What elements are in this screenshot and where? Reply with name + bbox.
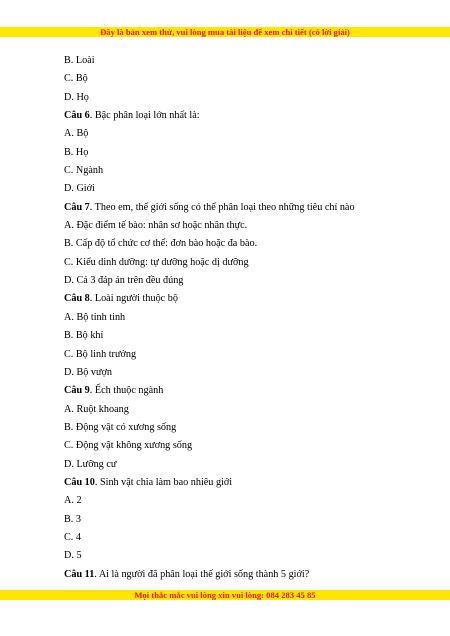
answer-option (64, 180, 394, 198)
option-text: A. Đặc điểm tế bào: nhân sơ hoặc nhân thực. (64, 220, 248, 232)
option-text: C. Bộ (64, 73, 88, 85)
option-text: C. Bộ linh trưởng (64, 348, 137, 360)
preview-notice-text: Đây là bản xem thử, vui lòng mua tài liệu để xem chi tiết (có lời giải) (100, 27, 350, 37)
answer-option (64, 327, 394, 345)
answer-option (64, 125, 394, 143)
answer-option (64, 419, 394, 437)
answer-option (64, 162, 394, 180)
answer-option (64, 70, 394, 88)
option-text: B. Loài (64, 55, 95, 66)
option-text: C. Kiểu dinh dưỡng: tự dưỡng hoặc dị dưỡng (64, 256, 249, 268)
option-text: A. Bộ (64, 128, 89, 140)
answer-option (64, 529, 394, 547)
question-text: . Theo em, thế giới sống có thể phân loại theo những tiêu chí nào (89, 201, 355, 213)
answer-option (64, 89, 394, 107)
option-text: B. 3 (64, 513, 81, 525)
option-text: C. 4 (64, 531, 81, 543)
answer-option (64, 254, 394, 272)
question-text: . Ếch thuộc ngành (89, 385, 164, 397)
preview-notice-banner (0, 27, 450, 37)
option-text: B. Họ (64, 146, 89, 158)
option-text: D. 5 (64, 550, 82, 562)
question-text: . Ai là người đã phân loại thế giới sống thành 5 giới? (94, 568, 310, 580)
option-text: A. 2 (64, 495, 82, 507)
option-text: A. Bộ tinh tinh (64, 311, 126, 323)
question-line (64, 474, 394, 492)
option-text: D. Họ (64, 91, 89, 103)
answer-option (64, 346, 394, 364)
question-text: . Sinh vật chia làm bao nhiêu giới (94, 476, 233, 488)
question-number: Câu 10 (64, 476, 95, 488)
question-number: Câu 7 (64, 201, 90, 213)
answer-option (64, 456, 394, 474)
option-text: C. Ngành (64, 165, 104, 177)
question-line (64, 566, 394, 584)
answer-option (64, 492, 394, 510)
question-line (64, 290, 394, 308)
option-text: C. Động vật không xương sống (64, 440, 193, 452)
question-text: . Bậc phân loại lớn nhất là: (89, 110, 200, 122)
question-number: Câu 6 (64, 110, 90, 122)
answer-option (64, 547, 394, 565)
question-number: Câu 8 (64, 293, 90, 305)
question-line (64, 382, 394, 400)
option-text: D. Bộ vượn (64, 366, 112, 378)
answer-option (64, 217, 394, 235)
answer-option (64, 309, 394, 327)
question-line (64, 199, 394, 217)
answer-option (64, 272, 394, 290)
document-body (64, 52, 394, 584)
option-text: D. Cả 3 đáp án trên đều đúng (64, 275, 184, 287)
answer-option (64, 144, 394, 162)
option-text: B. Động vật có xương sống (64, 421, 177, 433)
option-text: A. Ruột khoang (64, 403, 129, 415)
contact-notice-banner (0, 590, 450, 600)
contact-notice-text: Mọi thắc mắc vui lòng xin vui lòng: 084 283 45 85 (134, 590, 316, 600)
question-number: Câu 11 (64, 568, 95, 580)
question-number: Câu 9 (64, 385, 90, 397)
answer-option (64, 52, 394, 70)
answer-option (64, 235, 394, 253)
question-line (64, 107, 394, 125)
option-text: B. Cấp độ tổ chức cơ thể: đơn bào hoặc đa bào. (64, 238, 258, 250)
answer-option (64, 364, 394, 382)
answer-option (64, 401, 394, 419)
option-text: B. Bộ khỉ (64, 330, 104, 342)
option-text: D. Lưỡng cư (64, 458, 117, 470)
option-text: D. Giới (64, 183, 95, 195)
question-text: . Loài người thuộc bộ (89, 293, 178, 305)
answer-option (64, 511, 394, 529)
answer-option (64, 437, 394, 455)
